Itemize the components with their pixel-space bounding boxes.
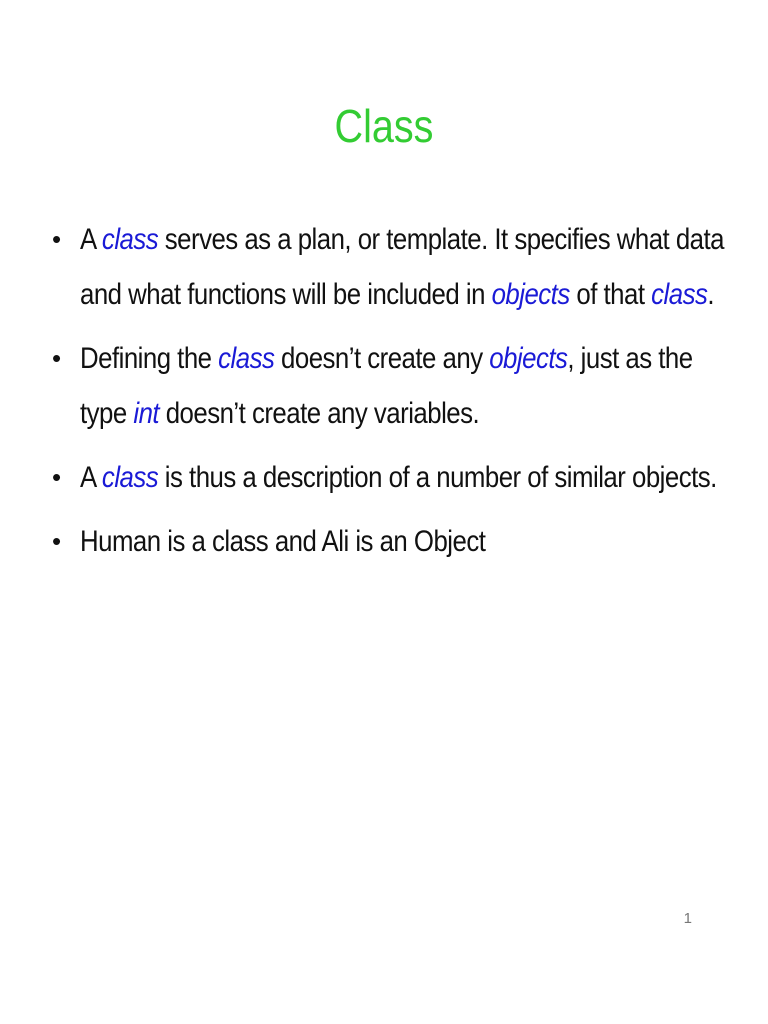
bullet-dot-icon: • [52,224,61,254]
keyword: class [101,461,159,494]
bullet-item [52,331,742,441]
keyword: class [651,278,708,311]
bullet-text: Defining the class doesn’t create any objects, just as the type int doesn’t create any variables. [80,342,693,430]
bullet-text: A class is thus a description of a number of similar objects. [80,461,717,494]
bullet-item [52,450,742,505]
bullet-list [52,212,742,578]
slide-title: Class [334,100,434,152]
bullet-text: A class serves as a plan, or template. It specifies what data and what functions will be included in objects of that class. [80,223,724,311]
bullet-item [52,514,742,569]
keyword: objects [491,278,570,311]
keyword: objects [489,342,568,375]
page-number: 1 [683,910,692,927]
bullet-dot-icon: • [52,462,61,492]
bullet-text: Human is a class and Ali is an Object [80,525,486,558]
keyword: class [218,342,275,375]
bullet-item [52,212,742,322]
bullet-dot-icon: • [52,343,61,373]
keyword: int [133,397,160,430]
keyword: class [101,223,159,256]
bullet-dot-icon: • [52,526,61,556]
